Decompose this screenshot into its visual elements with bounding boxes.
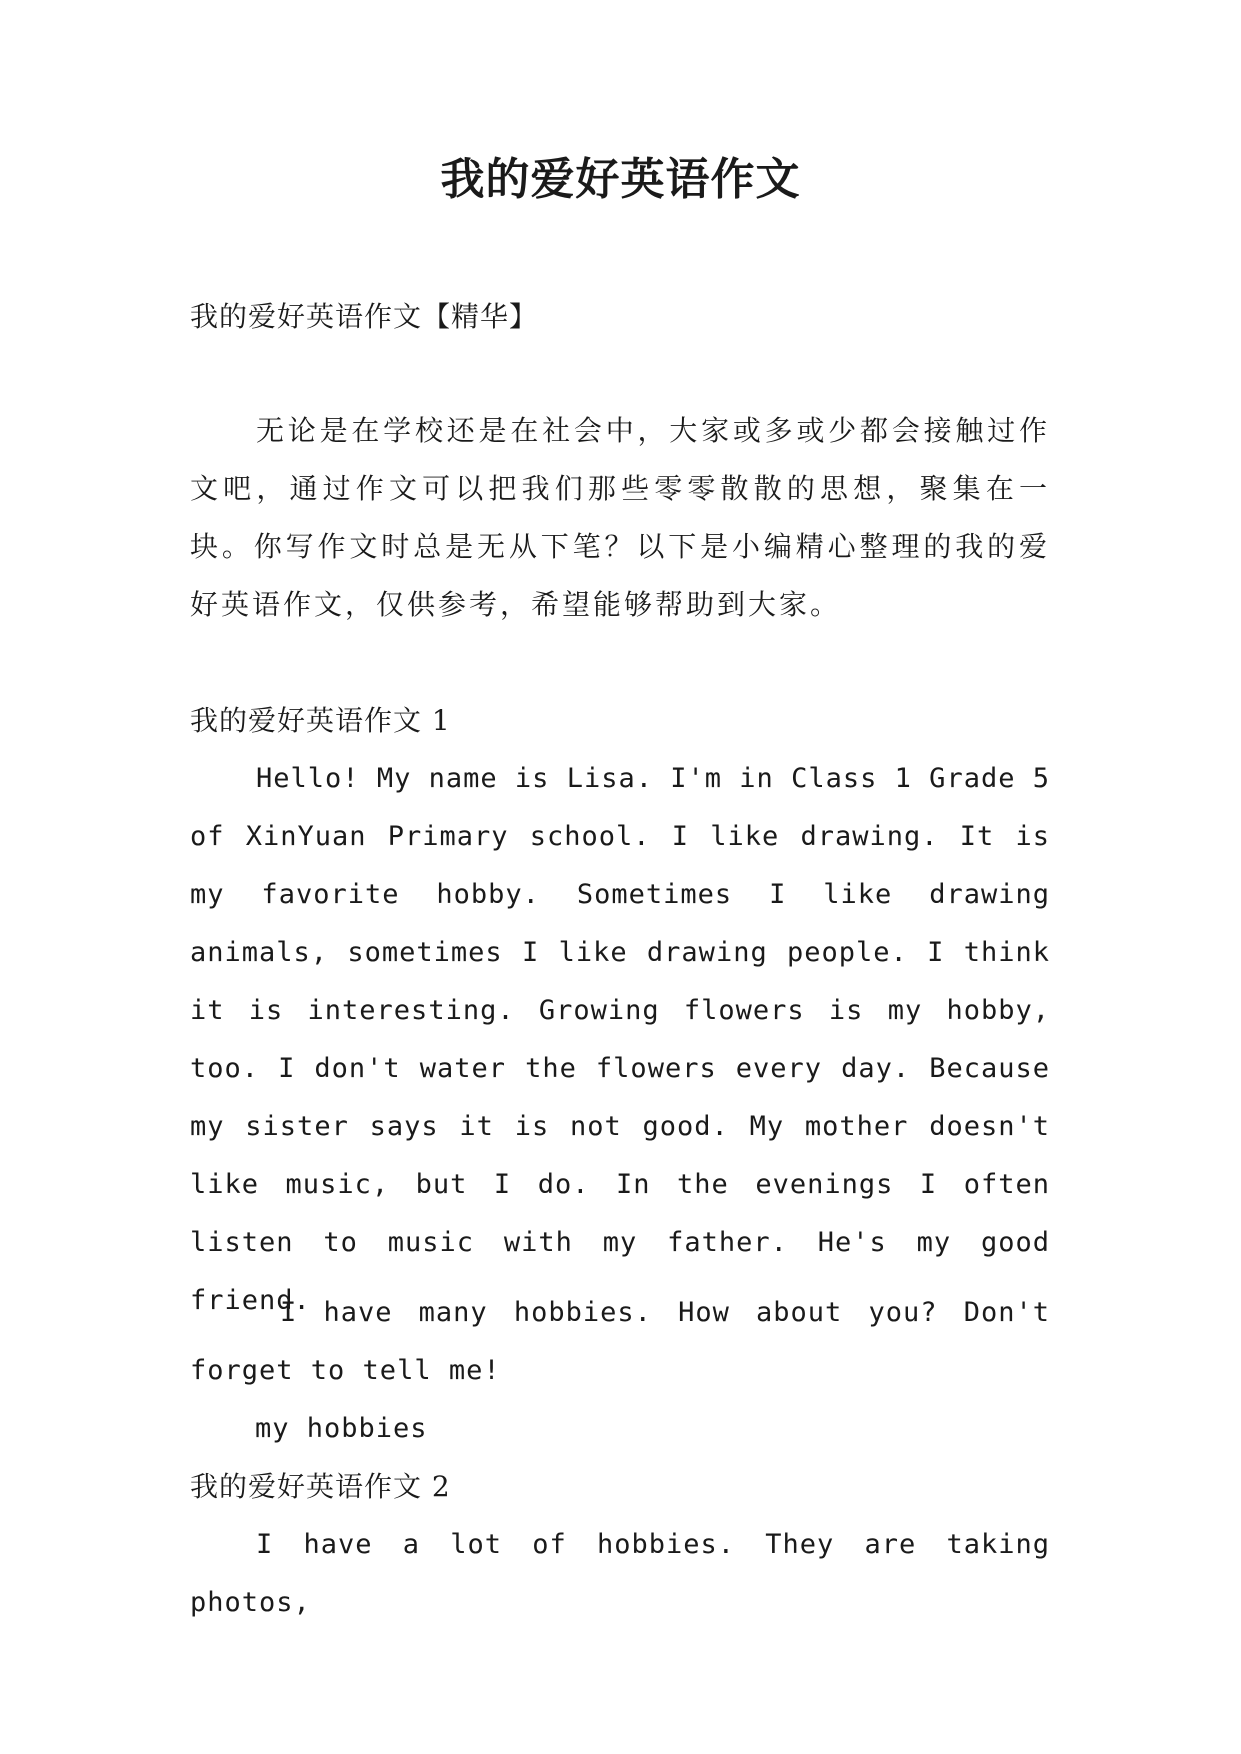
section1-paragraph-1: Hello! My name is Lisa. I'm in Class 1 Grade 5 of XinYuan Primary school. I like drawing. It is my favorite hobby. Sometimes I like drawing animals, sometimes I like drawing people. I think it is interesting. Growing flowers is my hobby, too. I don't water the flowers every day. Because my sister says it is not good. My mother doesn't like music, but I do. In the evenings I often listen to music with my father. He's my good friend. xyxy=(190,763,1050,1316)
document-subtitle: 我的爱好英语作文【精华】 xyxy=(190,300,539,333)
intro-paragraph: 无论是在学校还是在社会中，大家或多或少都会接触过作文吧，通过作文可以把我们那些零零散散的思想，聚集在一块。你写作文时总是无从下笔？以下是小编精心整理的我的爱好英语作文，仅供参考，希望能够帮助到大家。 xyxy=(190,414,1050,621)
document-title: 我的爱好英语作文 xyxy=(440,154,801,205)
section2-paragraph-1: I have a lot of hobbies. They are taking photos, xyxy=(190,1529,1050,1618)
section1-footer: my hobbies xyxy=(255,1413,428,1444)
section-heading-1: 我的爱好英语作文 1 xyxy=(190,704,451,737)
section-heading-2: 我的爱好英语作文 2 xyxy=(190,1470,451,1503)
section1-paragraph-2: I have many hobbies. How about you? Don't forget to tell me! xyxy=(190,1297,1050,1386)
